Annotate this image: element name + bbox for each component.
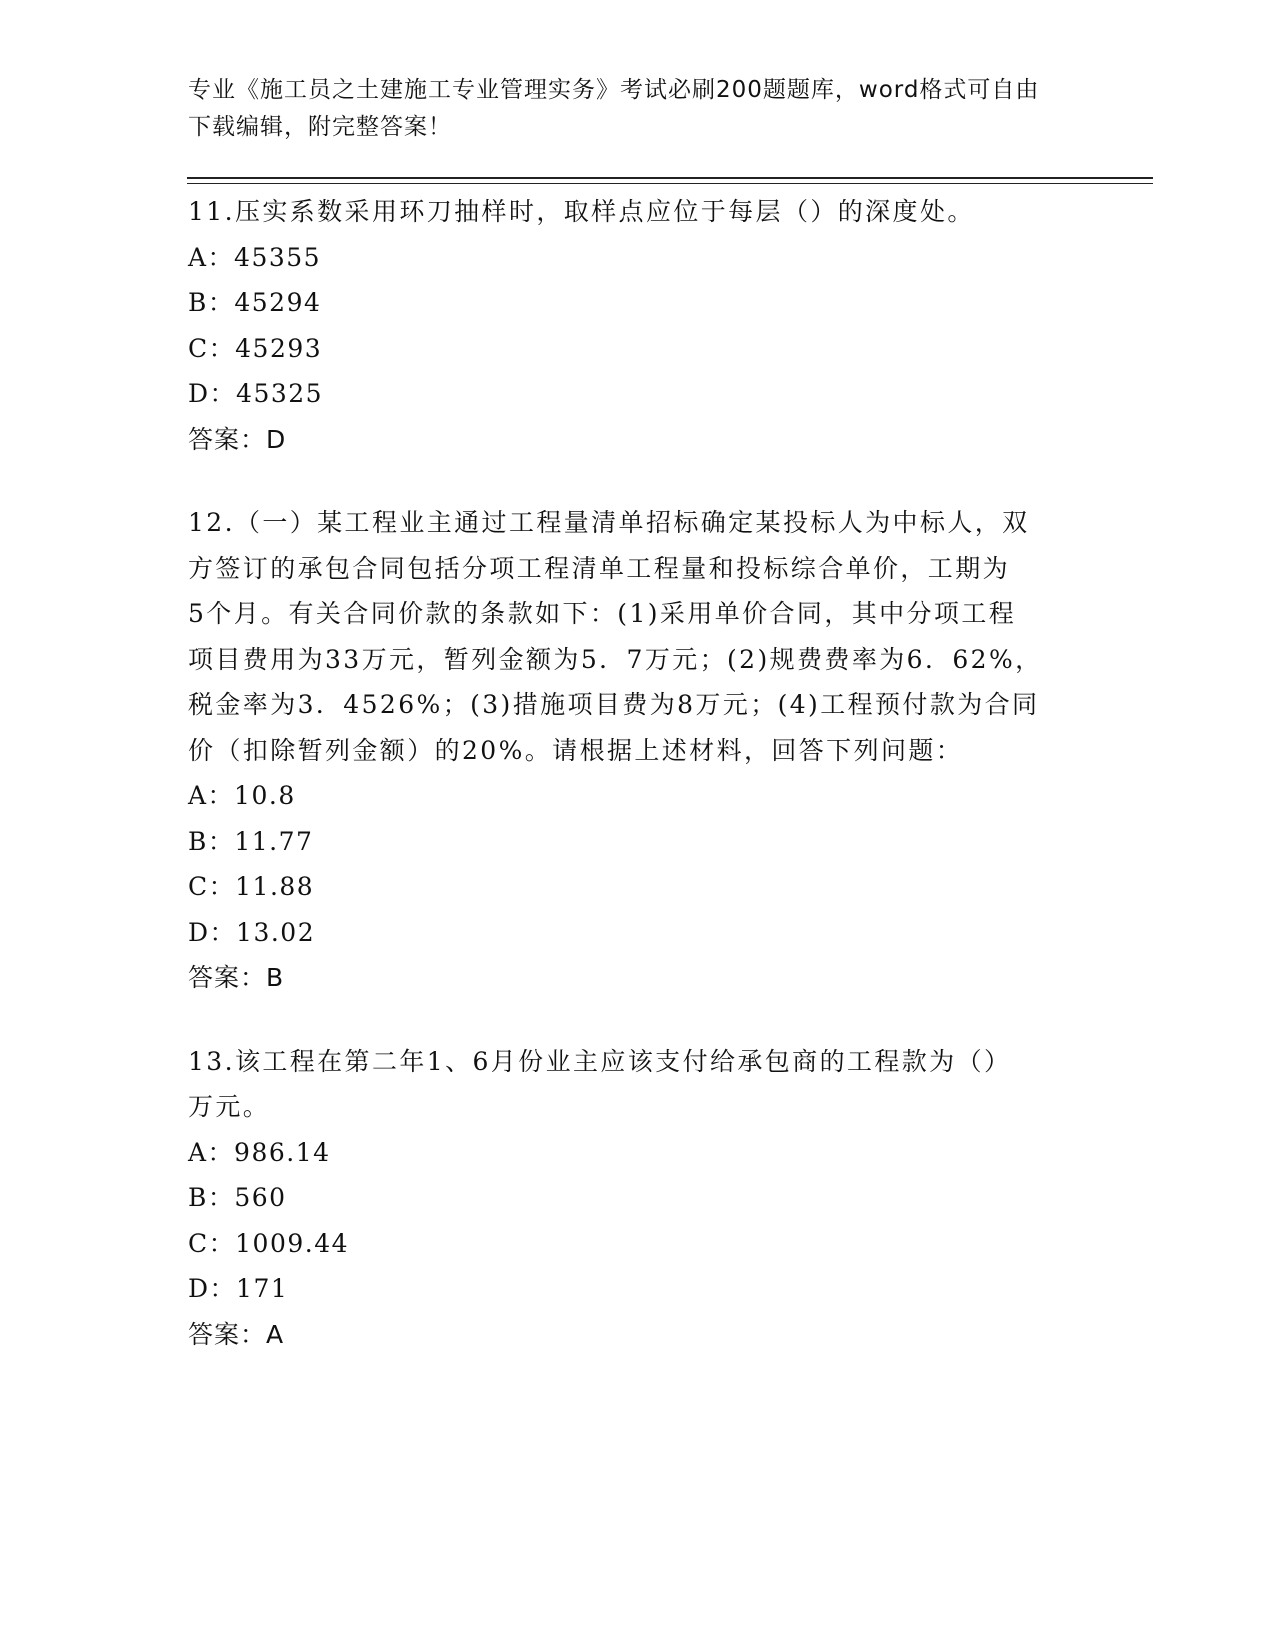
option-c: C：1009.44 (188, 1228, 350, 1258)
question-text-line: 项目费用为33万元，暂列金额为5．7万元；(2)规费费率为6．62%， (188, 644, 1043, 674)
header-divider-thin (187, 183, 1153, 184)
option-b: B：560 (188, 1183, 287, 1212)
option-c: C：45293 (188, 333, 323, 363)
header-divider-thick (187, 177, 1153, 179)
question-text-line: 5个月。有关合同价款的条款如下：(1)采用单价合同，其中分项工程 (188, 599, 1017, 628)
question-list (188, 189, 1088, 1395)
option-a: A：10.8 (188, 781, 296, 810)
option-d: D：171 (188, 1274, 289, 1303)
answer-line: 答案：B (188, 963, 285, 992)
answer-line: 答案：A (188, 1319, 285, 1349)
option-c: C：11.88 (188, 872, 315, 901)
question-text-line: 方签订的承包合同包括分项工程清单工程量和投标综合单价，工期为 (188, 553, 1011, 583)
question-text-line: 价（扣除暂列金额）的20%。请根据上述材料，回答下列问题： (188, 735, 964, 765)
option-a: A：986.14 (188, 1137, 331, 1167)
question-12 (188, 500, 1088, 1001)
question-13 (188, 1039, 1088, 1358)
header-line-1: 专业《施工员之土建施工专业管理实务》考试必刷200题题库，word格式可自由 (188, 77, 1040, 103)
question-11 (188, 189, 1088, 462)
document-header (188, 72, 1088, 146)
option-d: D：13.02 (188, 917, 316, 947)
question-text-line: 13.该工程在第二年1、6月份业主应该支付给承包商的工程款为（） (188, 1046, 1012, 1076)
option-d: D：45325 (188, 379, 324, 408)
header-line-2: 下载编辑，附完整答案！ (188, 114, 452, 140)
option-b: B：11.77 (188, 826, 314, 856)
question-text: 11.压实系数采用环刀抽样时，取样点应位于每层（）的深度处。 (188, 197, 975, 226)
option-b: B：45294 (188, 288, 322, 317)
question-text-line: 万元。 (188, 1092, 271, 1121)
question-text-line: 税金率为3．4526%；(3)措施项目费为8万元；(4)工程预付款为合同 (188, 690, 1040, 719)
answer-line: 答案：D (188, 424, 287, 454)
option-a: A：45355 (188, 242, 322, 272)
question-text-line: 12.（一）某工程业主通过工程量清单招标确定某投标人为中标人，双 (188, 508, 1030, 537)
